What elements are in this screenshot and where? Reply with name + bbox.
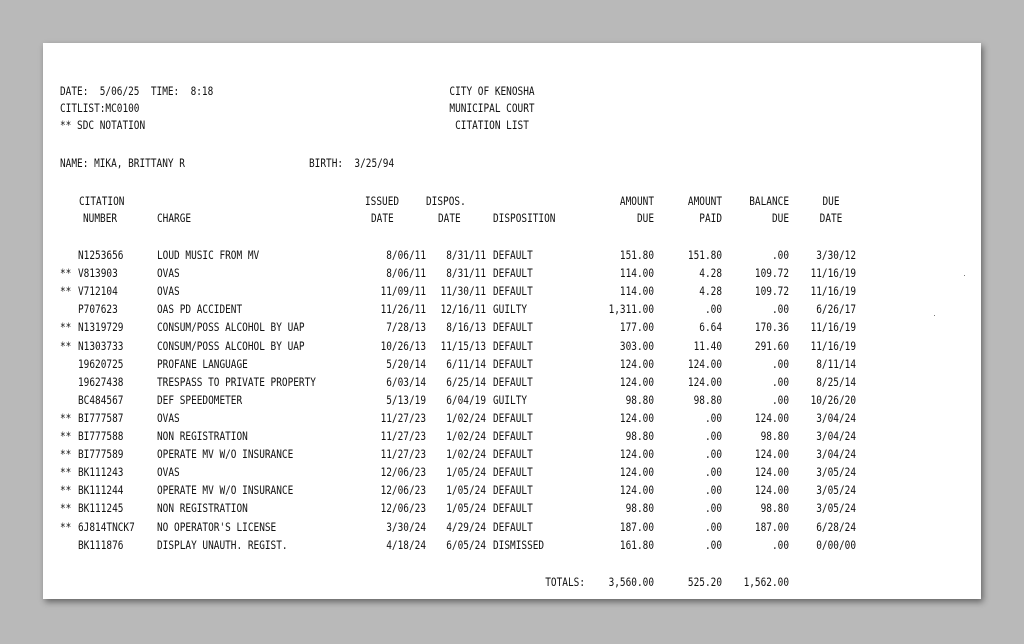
table-row bbox=[43, 447, 981, 465]
row-due-date: 3/30/12 bbox=[816, 248, 856, 262]
row-amount-due: 1,311.00 bbox=[608, 302, 654, 317]
scan-speck bbox=[934, 315, 935, 316]
row-dispos-date: 1/02/24 bbox=[446, 410, 486, 425]
row-amount-due: 98.80 bbox=[625, 501, 654, 516]
row-disposition: DEFAULT bbox=[493, 248, 533, 262]
row-amount-paid: .00 bbox=[704, 519, 722, 534]
row-balance-due: 124.00 bbox=[754, 483, 789, 498]
row-issued-date: 8/06/11 bbox=[386, 248, 426, 262]
row-citation-number: V712104 bbox=[78, 284, 118, 299]
row-amount-paid: .00 bbox=[704, 302, 722, 317]
row-amount-due: 303.00 bbox=[619, 338, 654, 353]
table-row bbox=[43, 501, 981, 519]
total-balance-due: 1,562.00 bbox=[743, 575, 789, 589]
row-citation-number: BC484567 bbox=[78, 392, 124, 407]
table-row bbox=[43, 520, 981, 538]
row-citation-number: BI777588 bbox=[78, 429, 124, 443]
row-amount-paid: 6.64 bbox=[699, 320, 722, 335]
row-amount-paid: 151.80 bbox=[687, 248, 722, 262]
col-balance-due-line1: BALANCE bbox=[749, 194, 789, 208]
row-amount-due: 151.80 bbox=[619, 248, 654, 262]
row-amount-paid: .00 bbox=[704, 537, 722, 552]
table-row bbox=[43, 393, 981, 411]
row-dispos-date: 8/31/11 bbox=[446, 248, 486, 262]
row-amount-paid: .00 bbox=[704, 447, 722, 462]
row-disposition: DEFAULT bbox=[493, 266, 533, 281]
sdc-notation-legend: ** SDC NOTATION bbox=[60, 118, 146, 132]
row-sdc-flag: ** bbox=[60, 284, 72, 299]
row-dispos-date: 1/02/24 bbox=[446, 447, 486, 462]
row-disposition: DEFAULT bbox=[493, 501, 533, 516]
row-amount-due: 124.00 bbox=[619, 410, 654, 425]
row-disposition: DEFAULT bbox=[493, 429, 533, 443]
row-due-date: 11/16/19 bbox=[810, 266, 856, 281]
row-issued-date: 4/18/24 bbox=[386, 537, 426, 552]
row-disposition: DEFAULT bbox=[493, 410, 533, 425]
citlist-code: CITLIST:MC0100 bbox=[60, 101, 140, 115]
row-dispos-date: 1/02/24 bbox=[446, 429, 486, 443]
row-issued-date: 7/28/13 bbox=[386, 320, 426, 335]
report-title: CITATION LIST bbox=[455, 118, 529, 132]
row-disposition: GUILTY bbox=[493, 302, 528, 317]
row-charge: CONSUM/POSS ALCOHOL BY UAP bbox=[157, 338, 305, 353]
row-issued-date: 6/03/14 bbox=[386, 374, 426, 389]
row-dispos-date: 6/05/24 bbox=[446, 537, 486, 552]
court-city: CITY OF KENOSHA bbox=[449, 84, 535, 98]
col-dispos-line1: DISPOS. bbox=[426, 194, 466, 208]
row-sdc-flag: ** bbox=[60, 483, 72, 498]
row-issued-date: 3/30/24 bbox=[386, 519, 426, 534]
row-amount-paid: 4.28 bbox=[699, 266, 722, 281]
table-row bbox=[43, 538, 981, 556]
row-charge: NO OPERATOR'S LICENSE bbox=[157, 519, 277, 534]
row-balance-due: .00 bbox=[771, 248, 789, 262]
row-amount-due: 124.00 bbox=[619, 356, 654, 371]
scan-speck bbox=[964, 275, 965, 276]
table-row bbox=[43, 429, 981, 447]
row-balance-due: 109.72 bbox=[754, 284, 789, 299]
col-due-date-line2: DATE bbox=[819, 211, 843, 225]
row-dispos-date: 8/31/11 bbox=[446, 266, 486, 281]
row-charge: NON REGISTRATION bbox=[157, 429, 248, 443]
table-row bbox=[43, 357, 981, 375]
row-balance-due: 98.80 bbox=[760, 501, 789, 516]
row-issued-date: 12/06/23 bbox=[380, 465, 426, 480]
row-citation-number: BK111244 bbox=[78, 483, 124, 498]
row-amount-due: 124.00 bbox=[619, 374, 654, 389]
row-charge: PROFANE LANGUAGE bbox=[157, 356, 248, 371]
row-citation-number: 19620725 bbox=[78, 356, 124, 371]
row-balance-due: .00 bbox=[771, 374, 789, 389]
row-amount-due: 124.00 bbox=[619, 465, 654, 480]
table-row bbox=[43, 483, 981, 501]
row-issued-date: 12/06/23 bbox=[380, 483, 426, 498]
row-citation-number: BI777587 bbox=[78, 410, 124, 425]
row-due-date: 6/28/24 bbox=[816, 519, 856, 534]
row-charge: NON REGISTRATION bbox=[157, 501, 248, 516]
total-amount-due: 3,560.00 bbox=[608, 575, 654, 589]
row-amount-paid: .00 bbox=[704, 429, 722, 443]
col-dispos-line2: DATE bbox=[438, 211, 461, 225]
row-amount-due: 187.00 bbox=[619, 519, 654, 534]
row-disposition: DEFAULT bbox=[493, 338, 533, 353]
table-row bbox=[43, 320, 981, 338]
row-disposition: DEFAULT bbox=[493, 320, 533, 335]
row-sdc-flag: ** bbox=[60, 447, 72, 462]
row-due-date: 6/26/17 bbox=[816, 302, 856, 317]
table-row bbox=[43, 302, 981, 320]
col-balance-due-line2: DUE bbox=[771, 211, 789, 225]
row-issued-date: 11/27/23 bbox=[380, 447, 426, 462]
row-dispos-date: 1/05/24 bbox=[446, 501, 486, 516]
table-row bbox=[43, 248, 981, 266]
row-amount-due: 161.80 bbox=[619, 537, 654, 552]
col-citation-line2: NUMBER bbox=[83, 211, 118, 225]
row-charge: OVAS bbox=[157, 284, 180, 299]
row-amount-due: 124.00 bbox=[619, 447, 654, 462]
row-balance-due: .00 bbox=[771, 356, 789, 371]
row-disposition: DEFAULT bbox=[493, 465, 533, 480]
row-due-date: 11/16/19 bbox=[810, 320, 856, 335]
row-citation-number: BK111243 bbox=[78, 465, 124, 480]
row-disposition: GUILTY bbox=[493, 392, 528, 407]
row-amount-due: 124.00 bbox=[619, 483, 654, 498]
row-citation-number: 19627438 bbox=[78, 374, 124, 389]
row-issued-date: 11/27/23 bbox=[380, 410, 426, 425]
row-balance-due: .00 bbox=[771, 392, 789, 407]
row-charge: OPERATE MV W/O INSURANCE bbox=[157, 483, 294, 498]
col-due-date-line1: DUE bbox=[822, 194, 840, 208]
row-due-date: 11/16/19 bbox=[810, 284, 856, 299]
row-sdc-flag: ** bbox=[60, 320, 72, 335]
defendant-name: NAME: MIKA, BRITTANY R bbox=[60, 156, 185, 170]
row-disposition: DEFAULT bbox=[493, 374, 533, 389]
row-balance-due: 187.00 bbox=[754, 519, 789, 534]
row-sdc-flag: ** bbox=[60, 338, 72, 353]
row-sdc-flag: ** bbox=[60, 501, 72, 516]
row-citation-number: N1303733 bbox=[78, 338, 124, 353]
row-dispos-date: 6/25/14 bbox=[446, 374, 486, 389]
row-due-date: 8/11/14 bbox=[816, 356, 856, 371]
row-dispos-date: 1/05/24 bbox=[446, 483, 486, 498]
col-disposition: DISPOSITION bbox=[493, 211, 556, 225]
row-charge: TRESPASS TO PRIVATE PROPERTY bbox=[157, 374, 316, 389]
row-issued-date: 5/13/19 bbox=[386, 392, 426, 407]
row-issued-date: 5/20/14 bbox=[386, 356, 426, 371]
row-issued-date: 12/06/23 bbox=[380, 501, 426, 516]
row-balance-due: 124.00 bbox=[754, 465, 789, 480]
row-charge: OVAS bbox=[157, 465, 180, 480]
row-dispos-date: 12/16/11 bbox=[440, 302, 486, 317]
row-citation-number: BK111245 bbox=[78, 501, 124, 516]
row-due-date: 3/04/24 bbox=[816, 429, 856, 443]
row-due-date: 3/05/24 bbox=[816, 465, 856, 480]
row-amount-due: 114.00 bbox=[619, 284, 654, 299]
col-amount-due-line2: DUE bbox=[636, 211, 654, 225]
row-due-date: 3/05/24 bbox=[816, 483, 856, 498]
row-charge: OVAS bbox=[157, 410, 180, 425]
row-dispos-date: 11/30/11 bbox=[440, 284, 486, 299]
row-sdc-flag: ** bbox=[60, 410, 72, 425]
row-sdc-flag: ** bbox=[60, 429, 72, 443]
table-row bbox=[43, 375, 981, 393]
row-citation-number: N1319729 bbox=[78, 320, 124, 335]
row-charge: DISPLAY UNAUTH. REGIST. bbox=[157, 537, 288, 552]
row-issued-date: 11/27/23 bbox=[380, 429, 426, 443]
defendant-birth: BIRTH: 3/25/94 bbox=[309, 156, 395, 170]
row-amount-paid: .00 bbox=[704, 465, 722, 480]
row-dispos-date: 6/11/14 bbox=[446, 356, 486, 371]
row-amount-paid: 11.40 bbox=[693, 338, 722, 353]
row-balance-due: 98.80 bbox=[760, 429, 789, 443]
total-amount-paid: 525.20 bbox=[687, 575, 722, 589]
row-charge: DEF SPEEDOMETER bbox=[157, 392, 243, 407]
row-amount-paid: .00 bbox=[704, 501, 722, 516]
row-dispos-date: 6/04/19 bbox=[446, 392, 486, 407]
totals-label: TOTALS: bbox=[545, 575, 585, 589]
row-issued-date: 10/26/13 bbox=[380, 338, 426, 353]
row-charge: OVAS bbox=[157, 266, 180, 281]
col-amount-paid-line2: PAID bbox=[699, 211, 722, 225]
court-name: MUNICIPAL COURT bbox=[449, 101, 535, 115]
table-row bbox=[43, 465, 981, 483]
table-row bbox=[43, 266, 981, 284]
table-row bbox=[43, 411, 981, 429]
row-citation-number: BK111876 bbox=[78, 537, 124, 552]
col-issued-line2: DATE bbox=[371, 211, 394, 225]
row-dispos-date: 11/15/13 bbox=[440, 338, 486, 353]
row-issued-date: 11/09/11 bbox=[380, 284, 426, 299]
row-balance-due: 124.00 bbox=[754, 410, 789, 425]
citation-list-document bbox=[43, 43, 981, 599]
row-balance-due: 170.36 bbox=[754, 320, 789, 335]
row-due-date: 3/05/24 bbox=[816, 501, 856, 516]
report-date-time: DATE: 5/06/25 TIME: 8:18 bbox=[60, 84, 214, 98]
col-issued-line1: ISSUED bbox=[365, 194, 400, 208]
row-disposition: DISMISSED bbox=[493, 537, 545, 552]
row-due-date: 10/26/20 bbox=[810, 392, 856, 407]
col-citation-line1: CITATION bbox=[79, 194, 125, 208]
table-row bbox=[43, 284, 981, 302]
row-sdc-flag: ** bbox=[60, 519, 72, 534]
row-citation-number: N1253656 bbox=[78, 248, 124, 262]
row-charge: LOUD MUSIC FROM MV bbox=[157, 248, 260, 262]
row-balance-due: 124.00 bbox=[754, 447, 789, 462]
row-due-date: 8/25/14 bbox=[816, 374, 856, 389]
row-charge: CONSUM/POSS ALCOHOL BY UAP bbox=[157, 320, 305, 335]
row-dispos-date: 1/05/24 bbox=[446, 465, 486, 480]
row-citation-number: V813903 bbox=[78, 266, 118, 281]
row-amount-paid: 124.00 bbox=[687, 356, 722, 371]
row-disposition: DEFAULT bbox=[493, 356, 533, 371]
row-disposition: DEFAULT bbox=[493, 519, 533, 534]
row-disposition: DEFAULT bbox=[493, 483, 533, 498]
row-charge: OAS PD ACCIDENT bbox=[157, 302, 243, 317]
row-sdc-flag: ** bbox=[60, 465, 72, 480]
row-due-date: 0/00/00 bbox=[816, 537, 856, 552]
row-amount-paid: 124.00 bbox=[687, 374, 722, 389]
row-due-date: 3/04/24 bbox=[816, 410, 856, 425]
row-due-date: 3/04/24 bbox=[816, 447, 856, 462]
row-citation-number: BI777589 bbox=[78, 447, 124, 462]
row-citation-number: 6J814TNCK7 bbox=[78, 519, 135, 534]
row-amount-paid: .00 bbox=[704, 410, 722, 425]
row-balance-due: .00 bbox=[771, 537, 789, 552]
row-dispos-date: 4/29/24 bbox=[446, 519, 486, 534]
row-citation-number: P707623 bbox=[78, 302, 118, 317]
row-balance-due: .00 bbox=[771, 302, 789, 317]
col-amount-paid-line1: AMOUNT bbox=[687, 194, 722, 208]
row-disposition: DEFAULT bbox=[493, 447, 533, 462]
row-amount-paid: .00 bbox=[704, 483, 722, 498]
col-amount-due-line1: AMOUNT bbox=[619, 194, 654, 208]
row-amount-paid: 98.80 bbox=[693, 392, 722, 407]
row-disposition: DEFAULT bbox=[493, 284, 533, 299]
row-amount-due: 177.00 bbox=[619, 320, 654, 335]
row-amount-paid: 4.28 bbox=[699, 284, 722, 299]
row-charge: OPERATE MV W/O INSURANCE bbox=[157, 447, 294, 462]
row-issued-date: 11/26/11 bbox=[380, 302, 426, 317]
row-amount-due: 98.80 bbox=[625, 429, 654, 443]
row-sdc-flag: ** bbox=[60, 266, 72, 281]
table-row bbox=[43, 339, 981, 357]
row-amount-due: 114.00 bbox=[619, 266, 654, 281]
row-amount-due: 98.80 bbox=[625, 392, 654, 407]
row-dispos-date: 8/16/13 bbox=[446, 320, 486, 335]
row-balance-due: 291.60 bbox=[754, 338, 789, 353]
row-issued-date: 8/06/11 bbox=[386, 266, 426, 281]
col-charge: CHARGE bbox=[157, 211, 192, 225]
row-due-date: 11/16/19 bbox=[810, 338, 856, 353]
row-balance-due: 109.72 bbox=[754, 266, 789, 281]
